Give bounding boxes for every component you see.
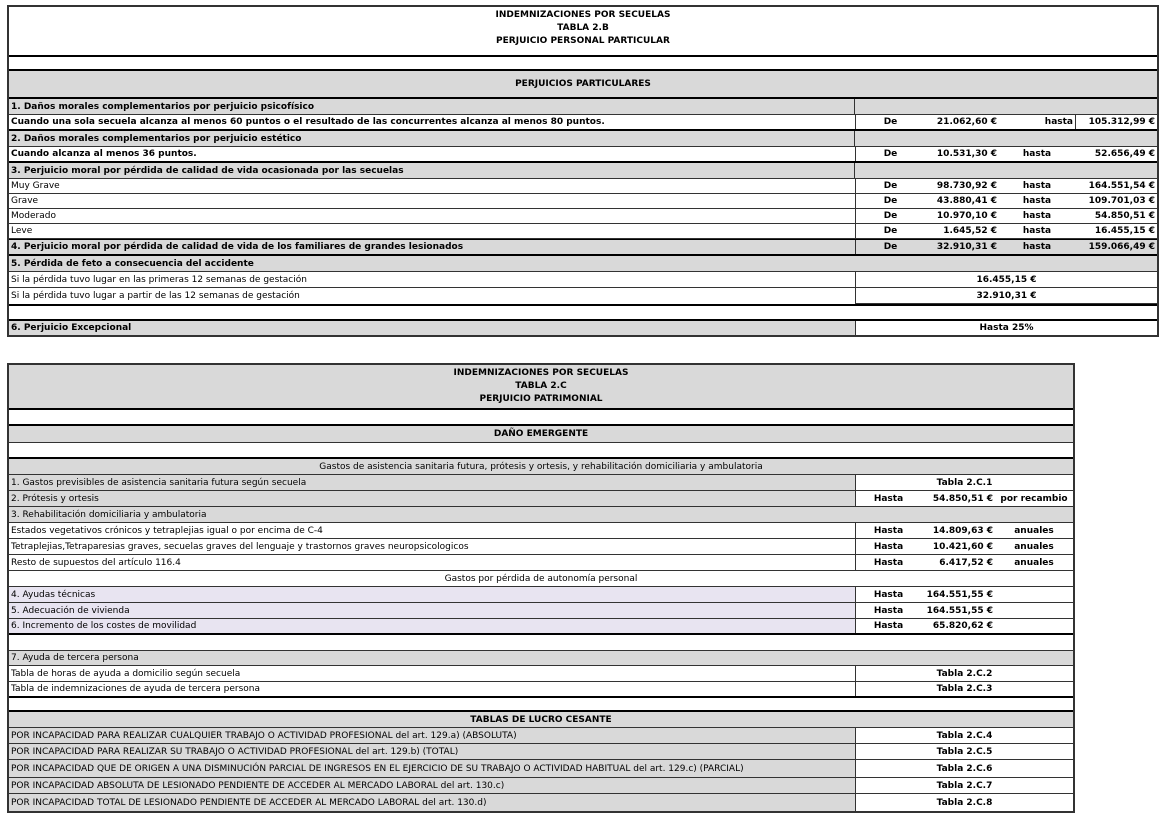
value-to: 164.551,54 € (1088, 181, 1155, 191)
heading-label: 1. Daños morales complementarios por perjuicio psicofísico (9, 99, 855, 114)
value-from: 43.880,41 € (936, 196, 997, 206)
row-label: 4. Perjuicio moral por pérdida de calidad de vida de los familiares de grandes lesionados (11, 242, 464, 252)
row-label: 6. Perjuicio Excepcional (11, 323, 132, 333)
hasta-label: hasta (1044, 117, 1073, 127)
unit-label: anuales (1014, 541, 1054, 552)
table-row (9, 619, 1073, 635)
row-label: Grave (11, 196, 39, 206)
row-label: POR INCAPACIDAD ABSOLUTA DE LESIONADO PENDIENTE DE ACCEDER AL MERCADO LABORAL del art. 130.c) (11, 780, 505, 791)
table-row (9, 778, 1073, 794)
row-label: POR INCAPACIDAD PARA REALIZAR CUALQUIER TRABAJO O ACTIVIDAD PROFESIONAL del art. 129.a) (ABSOLUTA) (11, 730, 517, 741)
table-row (9, 794, 1073, 811)
row-label: POR INCAPACIDAD QUE DE ORIGEN A UNA DISMINUCIÓN PARCIAL DE INGRESOS EN EL EJERCICIO DE SU TRABAJO O ACTIVIDAD HABITUAL del art. 129.c) (PARCIAL) (11, 763, 744, 774)
table-row (9, 587, 1073, 603)
unit-label: anuales (1014, 525, 1054, 536)
table-row (9, 682, 1073, 698)
header-line-3: PERJUICIO PERSONAL PARTICULAR (496, 36, 670, 46)
heading-label: 3. Rehabilitación domiciliaria y ambulatoria (11, 509, 207, 520)
table-row (9, 491, 1073, 507)
table-row (9, 209, 1157, 224)
hasta-label: Hasta (855, 587, 921, 602)
row-label: 5. Adecuación de vivienda (11, 605, 130, 616)
row-label: Estados vegetativos crónicos y tetraplejias igual o por encima de C-4 (11, 525, 323, 536)
row-label: Si la pérdida tuvo lugar en las primeras 12 semanas de gestación (11, 274, 307, 285)
row-value: 14.809,63 € (932, 525, 993, 536)
table-row (9, 555, 1073, 571)
tabla-2b (7, 5, 1159, 337)
heading-label: 7. Ayuda de tercera persona (11, 653, 139, 663)
value-to: 105.312,99 € (1075, 115, 1157, 129)
row-value: 65.820,62 € (921, 619, 995, 633)
table-row (9, 539, 1073, 555)
hasta-label: Hasta (855, 491, 921, 506)
value-to: 54.850,51 € (1094, 211, 1155, 221)
row-value: Tabla 2.C.7 (855, 778, 1073, 793)
table-row (9, 147, 1157, 163)
table-row (9, 666, 1073, 682)
hasta-label: hasta (1022, 211, 1052, 221)
empty-cell (995, 587, 1073, 602)
table-row (9, 523, 1073, 539)
table-row (9, 728, 1073, 744)
hasta-label: Hasta (855, 539, 921, 554)
hasta-label: hasta (1022, 196, 1052, 206)
row-label: 6. Incremento de los costes de movilidad (11, 621, 197, 631)
heading-label: 2. Daños morales complementarios por perjuicio estético (9, 131, 855, 146)
subheading-label: Gastos por pérdida de autonomía personal (444, 573, 638, 584)
row-label: Muy Grave (11, 181, 60, 191)
value-from: 21.062,60 € (936, 117, 997, 127)
table-row (9, 224, 1157, 239)
value-to: 52.656,49 € (1094, 149, 1155, 159)
row-value: Tabla 2.C.6 (855, 760, 1073, 777)
value-from: 10.970,10 € (936, 211, 997, 221)
unit-label: por recambio (995, 491, 1073, 506)
tabla-2b-header (9, 9, 1157, 49)
row-value: Hasta 25% (855, 321, 1157, 335)
tabla-2c (7, 363, 1075, 813)
row-label: Moderado (11, 211, 56, 221)
divider (9, 55, 1157, 57)
row-value: 10.421,60 € (932, 541, 993, 552)
table-row (9, 321, 1157, 335)
row-label: POR INCAPACIDAD TOTAL DE LESIONADO PENDIENTE DE ACCEDER AL MERCADO LABORAL del art. 130.d) (11, 797, 487, 808)
header-line-1: INDEMNIZACIONES POR SECUELAS (495, 10, 671, 20)
row-value: 16.455,15 € (855, 272, 1157, 287)
section-title: TABLAS DE LUCRO CESANTE (470, 714, 612, 725)
subheading-asistencia (9, 459, 1073, 475)
row-label: Tabla de horas de ayuda a domicilio según secuela (11, 668, 241, 679)
heading-danos-psicofisico (9, 99, 1157, 115)
table-row (9, 603, 1073, 619)
de-label: De (855, 115, 925, 129)
table-row (9, 288, 1157, 306)
heading-tercera-persona (9, 650, 1073, 666)
row-value: 32.910,31 € (855, 288, 1157, 304)
de-label: De (855, 209, 925, 223)
row-label: Si la pérdida tuvo lugar a partir de las 12 semanas de gestación (11, 291, 300, 301)
row-value: 54.850,51 € (921, 491, 995, 506)
row-value: Tabla 2.C.3 (855, 682, 1073, 696)
row-label: 4. Ayudas técnicas (11, 589, 96, 600)
hasta-label: Hasta (855, 619, 921, 633)
heading-perdida-feto (9, 256, 1157, 272)
table-row (9, 475, 1073, 491)
heading-label: 5. Pérdida de feto a consecuencia del accidente (11, 258, 254, 269)
table-row (9, 744, 1073, 760)
heading-rehabilitacion (9, 507, 1073, 523)
row-value: Tabla 2.C.1 (855, 475, 1073, 490)
heading-calidad-vida (9, 163, 1157, 179)
header-line-3: PERJUICIO PATRIMONIAL (479, 394, 603, 404)
table-row (9, 194, 1157, 209)
hasta-label: hasta (1022, 181, 1052, 191)
hasta-label: hasta (1022, 242, 1052, 252)
table-row (9, 115, 1157, 131)
row-label: Tetraplejias,Tetraparesias graves, secuelas graves del lenguaje y trastornos graves neuropsicologicos (11, 541, 469, 552)
hasta-label: Hasta (855, 603, 921, 618)
heading-danos-estetico (9, 131, 1157, 147)
value-from: 1.645,52 € (943, 226, 997, 236)
table-row (9, 179, 1157, 194)
de-label: De (855, 194, 925, 208)
subheading-autonomia (9, 571, 1073, 587)
table-row (9, 272, 1157, 288)
value-to: 16.455,15 € (1094, 226, 1155, 236)
de-label: De (855, 147, 925, 161)
hasta-label: Hasta (855, 523, 921, 538)
section-dano-emergente (9, 426, 1073, 443)
row-label: Cuando alcanza al menos 36 puntos. (11, 149, 197, 159)
value-from: 98.730,92 € (936, 181, 997, 191)
row-value: Tabla 2.C.8 (855, 794, 1073, 811)
row-label: Resto de supuestos del artículo 116.4 (11, 557, 181, 568)
subheading-label: Gastos de asistencia sanitaria futura, prótesis y ortesis, y rehabilitación domiciliaria y ambulatoria (319, 461, 763, 472)
heading-label: 3. Perjuicio moral por pérdida de calidad de vida ocasionada por las secuelas (9, 163, 855, 178)
value-to: 109.701,03 € (1088, 196, 1155, 206)
header-line-2: TABLA 2.B (557, 23, 609, 33)
row-label: Leve (11, 226, 33, 236)
unit-label: anuales (1014, 557, 1054, 568)
section-lucro-cesante (9, 712, 1073, 728)
row-value: 164.551,55 € (921, 587, 995, 602)
de-label: De (855, 240, 925, 254)
row-label: Cuando una sola secuela alcanza al menos 60 puntos o el resultado de las concurrentes alcanza al menos 80 puntos. (11, 117, 605, 127)
row-label: 1. Gastos previsibles de asistencia sanitaria futura según secuela (11, 477, 307, 488)
row-value: Tabla 2.C.2 (855, 666, 1073, 681)
tabla-2c-header (9, 365, 1073, 410)
de-label: De (855, 179, 925, 193)
empty-cell (995, 619, 1073, 633)
row-label: Tabla de indemnizaciones de ayuda de tercera persona (11, 684, 260, 694)
value-to: 159.066,49 € (1088, 242, 1155, 252)
row-label: POR INCAPACIDAD PARA REALIZAR SU TRABAJO O ACTIVIDAD PROFESIONAL del art. 129.b) (TOTAL) (11, 746, 459, 757)
row-value: Tabla 2.C.4 (855, 728, 1073, 743)
empty-cell (995, 603, 1073, 618)
hasta-label: hasta (1022, 149, 1052, 159)
value-from: 10.531,30 € (936, 149, 997, 159)
table-row (9, 760, 1073, 778)
de-label: De (855, 224, 925, 238)
header-line-1: INDEMNIZACIONES POR SECUELAS (453, 368, 629, 378)
header-line-2: TABLA 2.C (515, 381, 567, 391)
hasta-label: Hasta (855, 555, 921, 570)
value-from: 32.910,31 € (936, 242, 997, 252)
section-title: DAÑO EMERGENTE (493, 429, 589, 439)
table-row (9, 239, 1157, 256)
section-title: PERJUICIOS PARTICULARES (515, 79, 651, 89)
section-perjuicios-particulares (9, 71, 1157, 99)
row-value: Tabla 2.C.5 (855, 744, 1073, 759)
row-value: 164.551,55 € (921, 603, 995, 618)
row-value: 6.417,52 € (939, 557, 993, 568)
row-label: 2. Prótesis y ortesis (11, 493, 99, 504)
hasta-label: hasta (1022, 226, 1052, 236)
